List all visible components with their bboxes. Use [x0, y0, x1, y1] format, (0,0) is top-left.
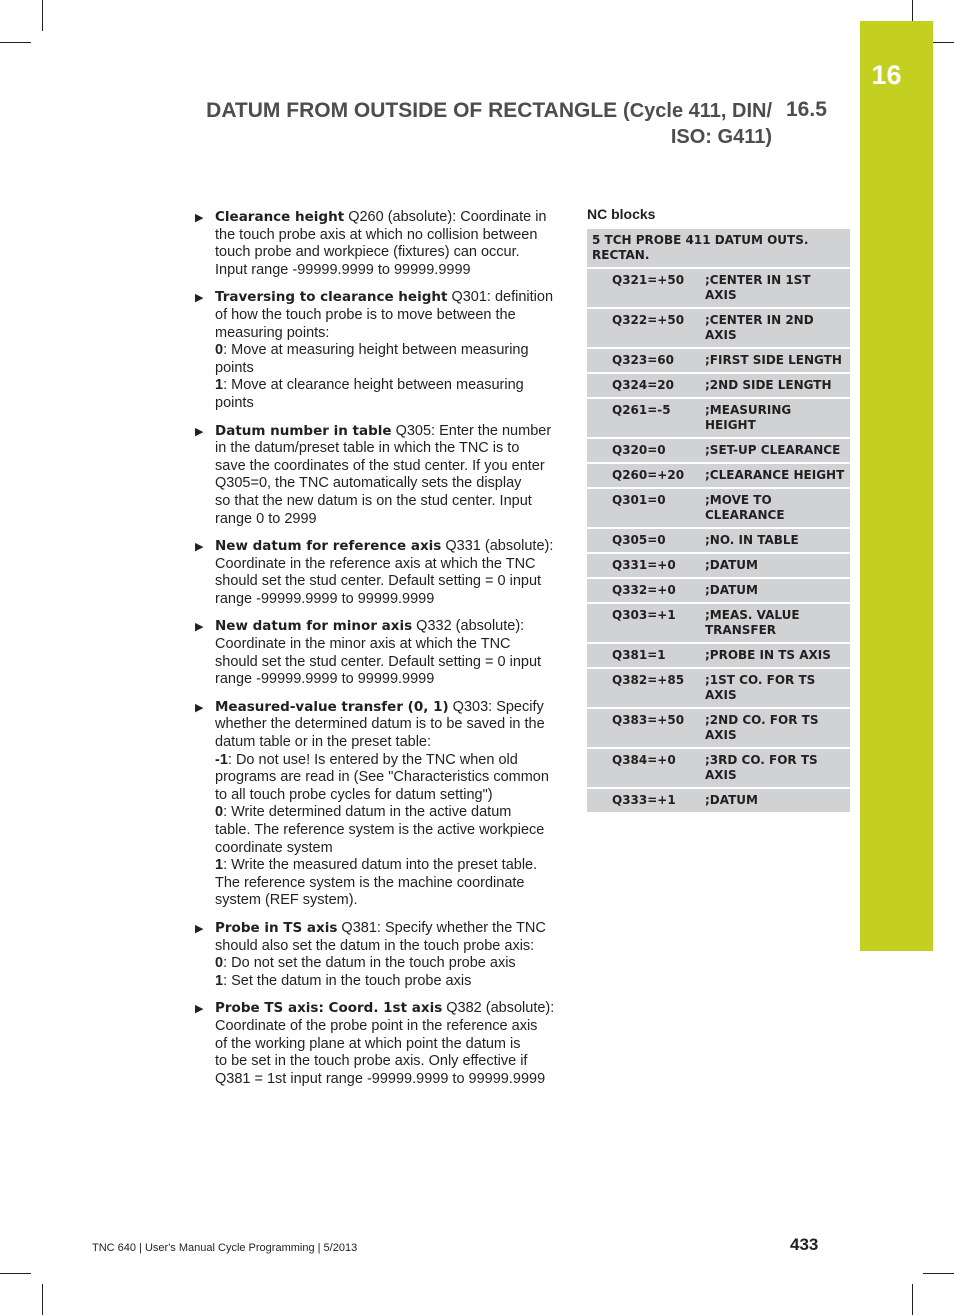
nc-param-cell: Q261=-5: [587, 399, 703, 439]
option-text: coordinate system: [215, 839, 333, 856]
nc-param-cell: Q324=20: [587, 374, 703, 399]
parameter-option-line: [215, 822, 560, 840]
nc-comment: ;CENTER IN 2ND AXIS: [705, 313, 814, 342]
nc-comment-cell: [703, 309, 850, 349]
parameter-text: Q332 (absolute):: [412, 618, 525, 635]
parameter-text-line: touch probe and workpiece (fixtures) can occur.: [215, 244, 520, 261]
parameter-option-line: [215, 395, 560, 413]
parameter-option-line: [215, 875, 560, 893]
nc-comment: ;NO. IN TABLE: [705, 533, 799, 547]
nc-comment-cell: [703, 579, 850, 604]
nc-comment-cell: [703, 489, 850, 529]
parameter-text-line: the touch probe axis at which no collision between: [215, 226, 538, 243]
option-text: : Do not use! Is entered by the TNC when old: [227, 751, 518, 768]
parameter-first-line: [215, 538, 560, 556]
bullet-arrow-icon: ▶: [195, 541, 204, 554]
nc-head-row: [587, 229, 850, 269]
nc-comment-cell: [703, 269, 850, 309]
parameter-text-line: measuring points:: [215, 324, 330, 341]
parameter-text: Q260 (absolute): Coordinate in: [344, 209, 547, 225]
nc-comment: ;CLEARANCE HEIGHT: [705, 468, 845, 482]
parameter-text-line: should set the stud center. Default setting = 0 input: [215, 653, 542, 670]
parameter-name: New datum for minor axis: [215, 618, 413, 635]
option-key: 0: [215, 342, 224, 359]
nc-param-cell: Q383=+50: [587, 709, 703, 749]
parameter-text-line: Q305=0, the TNC automatically sets the display: [215, 475, 522, 492]
nc-comment-cell: [703, 789, 850, 814]
nc-param-cell: Q303=+1: [587, 604, 703, 644]
parameter-text-line: save the coordinates of the stud center. If you enter: [215, 457, 545, 474]
nc-param-cell: Q384=+0: [587, 749, 703, 789]
parameter-item: [195, 423, 560, 529]
parameter-text-line: Coordinate in the minor axis at which the TNC: [215, 636, 511, 653]
nc-param-cell: Q322=+50: [587, 309, 703, 349]
parameter-name: Probe TS axis: Coord. 1st axis: [215, 1000, 443, 1017]
parameter-name: Datum number in table: [215, 422, 392, 439]
nc-row: [587, 374, 850, 399]
parameter-text: Q381: Specify whether the TNC: [337, 919, 546, 936]
nc-param-cell: Q382=+85: [587, 669, 703, 709]
parameter-list: [195, 209, 560, 1098]
nc-head-line2: RECTAN.: [592, 248, 650, 262]
nc-row: [587, 439, 850, 464]
nc-comment-cell: [703, 399, 850, 439]
nc-blocks-table: [587, 229, 850, 814]
parameter-text-line: to be set in the touch probe axis. Only effective if: [215, 1053, 528, 1070]
page-number: 433: [790, 1235, 819, 1254]
nc-comment-cell: [703, 644, 850, 669]
nc-comment: ;3RD CO. FOR TS AXIS: [705, 753, 818, 782]
chapter-tab: [860, 21, 933, 951]
parameter-text-line: whether the determined datum is to be saved in the: [215, 716, 545, 733]
nc-comment-cell: [703, 554, 850, 579]
nc-comment-cell: [703, 374, 850, 399]
parameter-option-line: [215, 840, 560, 858]
section-number: 16.5: [786, 98, 827, 121]
parameter-text-line: datum table or in the preset table:: [215, 734, 432, 751]
parameter-text-line: in the datum/preset table in which the TNC is to: [215, 440, 520, 457]
option-text: programs are read in (See "Characteristics common: [215, 769, 549, 786]
parameter-option-line: [215, 973, 560, 991]
bullet-arrow-icon: ▶: [195, 621, 204, 634]
nc-row: [587, 604, 850, 644]
parameter-item: [195, 920, 560, 990]
parameter-item: [195, 1000, 560, 1088]
parameter-first-line: [215, 920, 560, 938]
parameter-text-line: should set the stud center. Default setting = 0 input: [215, 573, 542, 590]
bullet-arrow-icon: ▶: [195, 922, 204, 935]
bullet-arrow-icon: ▶: [195, 425, 204, 438]
nc-comment-cell: [703, 464, 850, 489]
parameter-text-line: of how the touch probe is to move between the: [215, 306, 516, 323]
header-title-cycle: (Cycle 411, DIN/: [623, 100, 772, 122]
parameter-text-line: Coordinate of the probe point in the reference axis: [215, 1017, 538, 1034]
parameter-text: Q305: Enter the number: [391, 422, 552, 439]
option-text: system (REF system).: [215, 892, 358, 909]
parameter-first-line: [215, 618, 560, 636]
option-text: : Set the datum in the touch probe axis: [223, 972, 472, 989]
nc-row: [587, 489, 850, 529]
parameter-text: Q301: definition: [447, 289, 554, 306]
parameter-text: Q382 (absolute):: [442, 1000, 555, 1017]
nc-row: [587, 349, 850, 374]
option-key: 1: [215, 377, 224, 394]
chapter-number: 16: [871, 60, 902, 90]
parameter-option-line: [215, 804, 560, 822]
parameter-first-line: [215, 699, 560, 717]
nc-comment: ;MOVE TO CLEARANCE: [705, 493, 785, 522]
parameter-first-line: [215, 1000, 560, 1018]
option-key: 1: [215, 972, 224, 989]
parameter-first-line: [215, 423, 560, 441]
nc-comment: ;SET-UP CLEARANCE: [705, 443, 841, 457]
option-text: The reference system is the machine coordinate: [215, 874, 525, 891]
nc-comment-cell: [703, 529, 850, 554]
nc-comment: ;2ND CO. FOR TS AXIS: [705, 713, 819, 742]
nc-param-cell: Q260=+20: [587, 464, 703, 489]
nc-comment: ;MEASURING HEIGHT: [705, 403, 792, 432]
option-text: points: [215, 394, 254, 411]
crop-mark: [0, 42, 31, 43]
parameter-text: Q303: Specify: [448, 698, 544, 715]
nc-comment-cell: [703, 709, 850, 749]
nc-row: [587, 464, 850, 489]
crop-mark: [42, 0, 43, 31]
page-header-title: [180, 98, 772, 150]
option-text: : Move at clearance height between measuring: [223, 377, 524, 394]
parameter-item: [195, 209, 560, 279]
option-text: points: [215, 359, 254, 376]
nc-comment: ;MEAS. VALUE: [705, 608, 800, 622]
header-title-main: DATUM FROM OUTSIDE OF RECTANGLE: [206, 99, 618, 122]
nc-comment-cell: [703, 749, 850, 789]
crop-mark: [912, 1284, 913, 1315]
bullet-arrow-icon: ▶: [195, 1003, 204, 1016]
nc-comment: ;2ND SIDE LENGTH: [705, 378, 832, 392]
parameter-item: [195, 289, 560, 412]
parameter-option-line: [215, 955, 560, 973]
crop-mark: [0, 1273, 31, 1274]
nc-comment: ;DATUM: [705, 558, 758, 572]
parameter-text-line: should also set the datum in the touch probe axis:: [215, 937, 535, 954]
parameter-item: [195, 618, 560, 688]
nc-row: [587, 529, 850, 554]
nc-row: [587, 669, 850, 709]
option-text: : Move at measuring height between measuring: [223, 342, 529, 359]
parameter-text-line: range 0 to 2999: [215, 510, 317, 527]
nc-head-cell: [587, 229, 850, 269]
nc-row: [587, 579, 850, 604]
nc-param-cell: Q305=0: [587, 529, 703, 554]
nc-comment-cell: [703, 349, 850, 374]
nc-param-cell: Q331=+0: [587, 554, 703, 579]
parameter-name: New datum for reference axis: [215, 538, 442, 555]
parameter-text-line: Q381 = 1st input range -99999.9999 to 99999.9999: [215, 1070, 546, 1087]
parameter-text-line: range -99999.9999 to 99999.9999: [215, 590, 435, 607]
parameter-text-line: so that the new datum is on the stud center. Input: [215, 492, 532, 509]
parameter-option-line: [215, 342, 560, 360]
option-key: 0: [215, 955, 224, 972]
nc-param-cell: Q381=1: [587, 644, 703, 669]
parameter-first-line: [215, 289, 560, 307]
nc-blocks-title: NC blocks: [587, 206, 656, 222]
header-title-line2: ISO: G411): [670, 126, 772, 148]
nc-comment: ;DATUM: [705, 793, 758, 807]
parameter-option-line: [215, 360, 560, 378]
nc-row: [587, 709, 850, 749]
parameter-name: Probe in TS axis: [215, 919, 338, 936]
parameter-option-line: [215, 377, 560, 395]
option-text: table. The reference system is the active workpiece: [215, 822, 545, 838]
bullet-arrow-icon: ▶: [195, 212, 204, 224]
parameter-option-line: [215, 892, 560, 910]
option-text: to all touch probe cycles for datum setting"): [215, 786, 493, 803]
parameter-item: [195, 699, 560, 910]
option-key: 1: [215, 857, 224, 874]
option-text: : Do not set the datum in the touch probe axis: [223, 955, 516, 972]
crop-mark: [42, 1284, 43, 1315]
nc-row: [587, 789, 850, 814]
nc-row: [587, 399, 850, 439]
nc-comment-cell: [703, 604, 850, 644]
nc-comment-cont: TRANSFER: [705, 623, 777, 637]
bullet-arrow-icon: ▶: [195, 701, 204, 714]
nc-comment: ;PROBE IN TS AXIS: [705, 648, 831, 662]
nc-param-cell: Q332=+0: [587, 579, 703, 604]
parameter-name: Traversing to clearance height: [215, 289, 448, 306]
nc-row: [587, 269, 850, 309]
nc-row: [587, 644, 850, 669]
nc-row: [587, 749, 850, 789]
nc-comment-cell: [703, 439, 850, 464]
crop-mark: [923, 1273, 954, 1274]
parameter-first-line: [215, 209, 560, 227]
parameter-name: Clearance height: [215, 209, 345, 225]
option-text: : Write determined datum in the active datum: [223, 804, 512, 821]
nc-comment: ;1ST CO. FOR TS AXIS: [705, 673, 816, 702]
nc-param-cell: Q320=0: [587, 439, 703, 464]
parameter-option-line: [215, 752, 560, 770]
crop-mark: [912, 0, 913, 21]
parameter-text-line: Coordinate in the reference axis at which the TNC: [215, 555, 536, 572]
bullet-arrow-icon: ▶: [195, 292, 204, 305]
parameter-text-line: Input range -99999.9999 to 99999.9999: [215, 261, 471, 278]
nc-comment: ;CENTER IN 1ST AXIS: [705, 273, 811, 302]
option-key: 0: [215, 804, 224, 821]
nc-param-cell: Q301=0: [587, 489, 703, 529]
nc-comment: ;FIRST SIDE LENGTH: [705, 353, 842, 367]
nc-param-cell: Q321=+50: [587, 269, 703, 309]
nc-comment: ;DATUM: [705, 583, 758, 597]
parameter-option-line: [215, 787, 560, 805]
parameter-option-line: [215, 769, 560, 787]
footer-text: TNC 640 | User's Manual Cycle Programming | 5/2013: [92, 1242, 358, 1254]
nc-row: [587, 309, 850, 349]
nc-param-cell: Q333=+1: [587, 789, 703, 814]
nc-comment-cell: [703, 669, 850, 709]
option-text: : Write the measured datum into the preset table.: [223, 857, 538, 874]
parameter-text: Q331 (absolute):: [441, 538, 554, 555]
option-key: -1: [215, 751, 228, 768]
parameter-text-line: of the working plane at which point the datum is: [215, 1035, 521, 1052]
parameter-text-line: range -99999.9999 to 99999.9999: [215, 671, 435, 688]
parameter-option-line: [215, 857, 560, 875]
parameter-name: Measured-value transfer (0, 1): [215, 698, 449, 715]
nc-param-cell: Q323=60: [587, 349, 703, 374]
nc-head-line1: 5 TCH PROBE 411 DATUM OUTS.: [592, 233, 809, 247]
parameter-item: [195, 538, 560, 608]
nc-row: [587, 554, 850, 579]
